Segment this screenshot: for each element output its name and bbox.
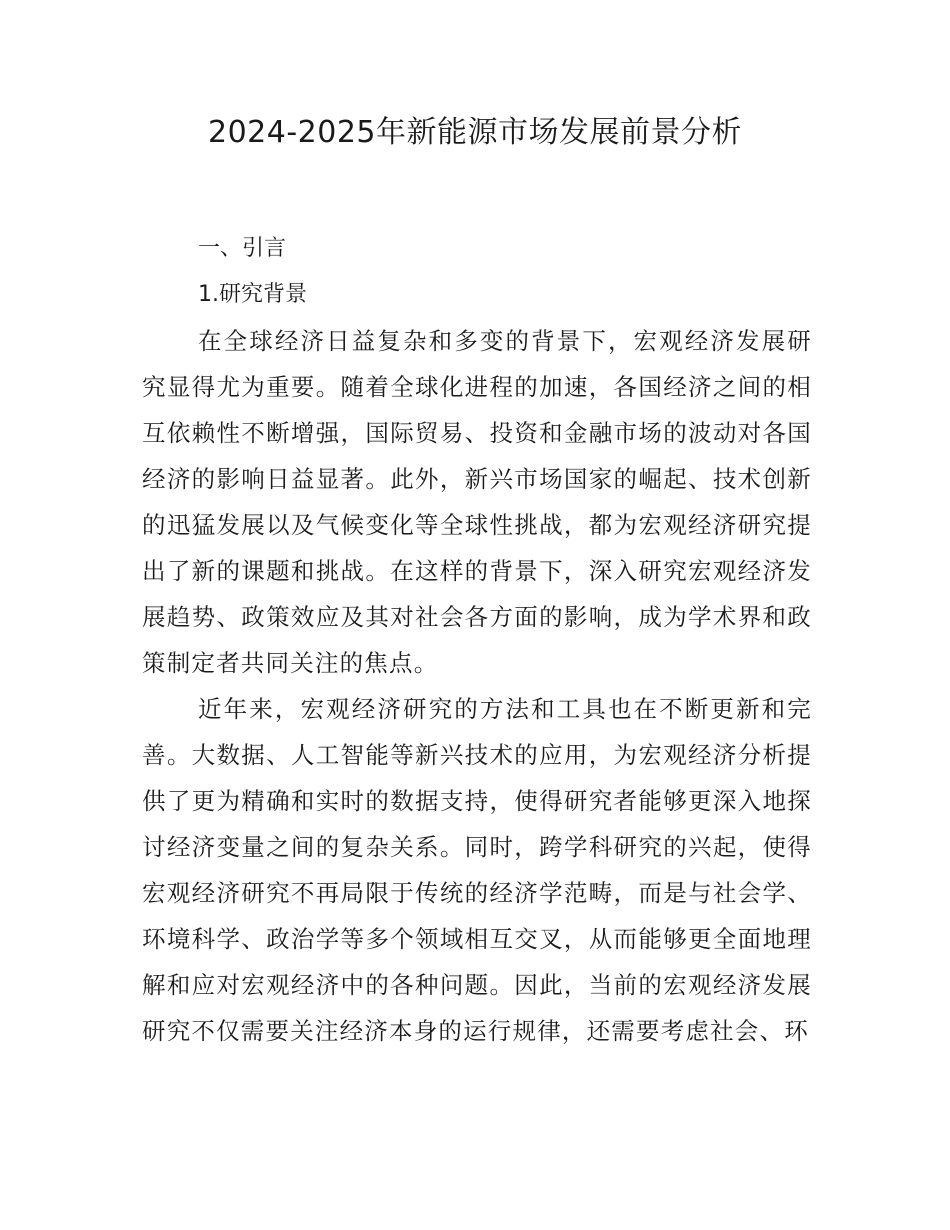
body-paragraph: 在全球经济日益复杂和多变的背景下，宏观经济发展研究显得尤为重要。随着全球化进程的加速，各国经济之间的相互依赖性不断增强，国际贸易、投资和金融市场的波动对各国经济的影响日益显著。此外，新兴市场国家的崛起、技术创新的迅猛发展以及气候变化等全球性挑战，都为宏观经济研究提出了新的课题和挑战。在这样的背景下，深入研究宏观经济发展趋势、政策效应及其对社会各方面的影响，成为学术界和政策制定者共同关注的焦点。: [142, 327, 812, 677]
body-paragraph: 近年来，宏观经济研究的方法和工具也在不断更新和完善。大数据、人工智能等新兴技术的应用，为宏观经济分析提供了更为精确和实时的数据支持，使得研究者能够更深入地探讨经济变量之间的复杂关系。同时，跨学科研究的兴起，使得宏观经济研究不再局限于传统的经济学范畴，而是与社会学、环境科学、政治学等多个领域相互交叉，从而能够更全面地理解和应对宏观经济中的各种问题。因此，当前的宏观经济发展研究不仅需要关注经济本身的运行规律，还需要考虑社会、环: [142, 695, 812, 1045]
document-title: 2024-2025年新能源市场发展前景分析: [207, 115, 743, 150]
section-heading: 一、引言: [198, 236, 287, 261]
subsection-heading: 1.研究背景: [198, 282, 307, 307]
document-body: [142, 226, 812, 1054]
